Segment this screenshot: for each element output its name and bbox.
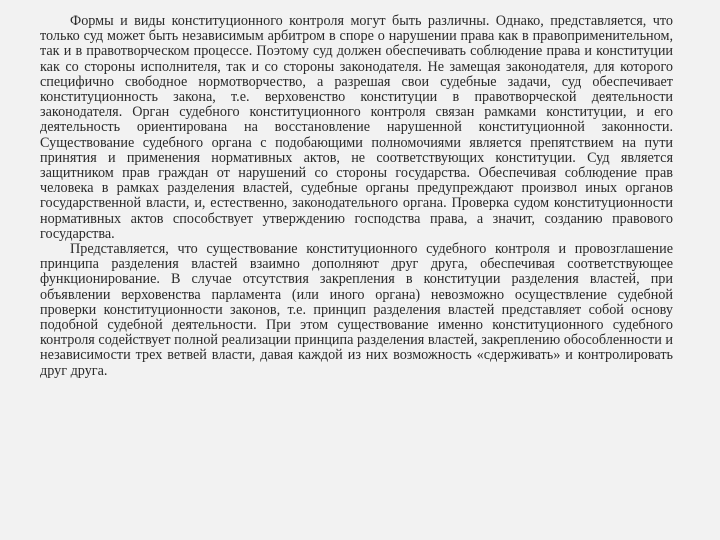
paragraph-2: Представляется, что существование конституционного судебного контроля и провозглашение принципа разделения властей взаимно дополняют друг друга, обеспечивая соответствующее функционирование. В случае отсутствия закрепления в конституции разделения властей, при объявлении верховенства парламента (или иного органа) невозможно осуществление судебной проверки конституционности законов, т.е. принцип разделения властей представляет собой основу подобной судебной деятельности. При этом существование именно конституционного судебного контроля содействует полной реализации принципа разделения властей, закреплению обособленности и независимости трех ветвей власти, давая каждой из них возможность «сдерживать» и контролировать друг друга. [40, 241, 673, 379]
paragraph-1: Формы и виды конституционного контроля могут быть различны. Однако, представляется, что только суд может быть независимым арбитром в споре о нарушении права как в правоприменительном, так и в правотворческом процессе. Поэтому суд должен обеспечивать соблюдение права и конституции как со стороны исполнителя, так и со стороны законодателя. Не замещая законодателя, для которого специфично свободное нормотворчество, а разрешая свои судебные задачи, суд обеспечивает конституционность закона, т.е. верховенство конституции в правотворческой деятельности законодателя. Орган судебного конституционного контроля связан рамками конституции, и его деятельность ориентирована на восстановление нарушенной конституционной законности. Существование судебного органа с подобающими полномочиями является препятствием на пути принятия и применения нормативных актов, не соответствующих конституции. Суд является защитником прав граждан от нарушений со стороны государства. Обеспечивая соблюдение прав человека в рамках разделения властей, судебные органы предупреждают произвол иных органов государственной власти, и, естественно, законодательного органа. Проверка судом конституционности нормативных актов способствует утверждению господства права, а значит, созданию правового государства. [40, 13, 673, 242]
document-body [40, 14, 673, 379]
